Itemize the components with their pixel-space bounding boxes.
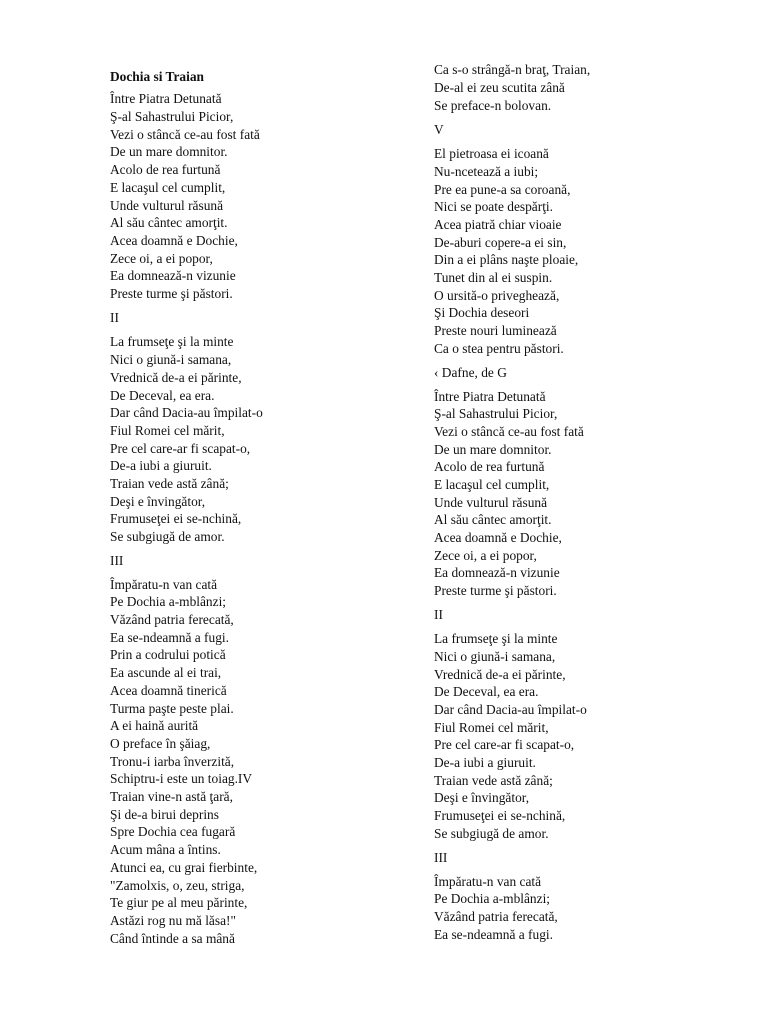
poem-line: III (434, 850, 448, 865)
poem-line: Se subgiugă de amor. (434, 826, 549, 841)
poem-line: Te giur pe al meu părinte, (110, 895, 248, 910)
poem-line: De un mare domnitor. (434, 442, 552, 457)
poem-line: Văzând patria ferecată, (434, 909, 558, 924)
poem-line: Ea ascunde al ei trai, (110, 665, 222, 680)
poem-line: Împăratu-n van cată (434, 874, 542, 889)
poem-line: E lacaşul cel cumplit, (434, 477, 550, 492)
poem-line: Vrednică de-a ei părinte, (434, 667, 566, 682)
poem-line: II (110, 310, 119, 325)
poem-line: Ca o stea pentru păstori. (434, 341, 564, 356)
poem-line: Acea doamnă e Dochie, (110, 233, 238, 248)
poem-line: E lacaşul cel cumplit, (110, 180, 226, 195)
poem-line: De Deceval, ea era. (110, 388, 215, 403)
poem-line: Acum mâna a întins. (110, 842, 221, 857)
poem-line: Tunet din al ei suspin. (434, 270, 553, 285)
poem-line: V (434, 122, 444, 137)
poem-line: Turma paşte peste plai. (110, 701, 234, 716)
poem-line: La frumseţe şi la minte (110, 334, 234, 349)
poem-line: Nici o giună-i samana, (434, 649, 556, 664)
poem-line: Între Piatra Detunată (434, 389, 546, 404)
poem-line: Fiul Romei cel mărit, (434, 720, 549, 735)
poem-line: Ş-al Sahastrului Picior, (434, 406, 558, 421)
poem-line: "Zamolxis, o, zeu, striga, (110, 878, 245, 893)
poem-line: Zece oi, a ei popor, (434, 548, 537, 563)
poem-line: Nici se poate despărţi. (434, 199, 553, 214)
poem-line: Tronu-i iarba înverzită, (110, 754, 235, 769)
poem-line: Împăratu-n van cată (110, 577, 218, 592)
poem-line: Preste nouri luminează (434, 323, 557, 338)
poem-line: O ursită-o priveghează, (434, 288, 560, 303)
poem-line: Pe Dochia a-mblânzi; (110, 594, 227, 609)
poem-line: Vezi o stâncă ce-au fost fată (434, 424, 584, 439)
poem-line: Schiptru-i este un toiag.IV (110, 771, 253, 786)
poem-line: Astăzi rog nu mă lăsa!" (110, 913, 236, 928)
poem-line: De Deceval, ea era. (434, 684, 539, 699)
poem-line: Se subgiugă de amor. (110, 529, 225, 544)
poem-line: Al său cântec amorţit. (110, 215, 228, 230)
poem-line: Ea se-ndeamnă a fugi. (110, 630, 229, 645)
poem-line: Se preface-n bolovan. (434, 98, 552, 113)
poem-line: Traian vede astă zână; (110, 476, 229, 491)
poem-line: Ea domnează-n vizunie (434, 565, 560, 580)
poem-line: Pre cel care-ar fi scapat-o, (434, 737, 575, 752)
poem-line: Deşi e învingător, (434, 790, 530, 805)
poem-line: Acolo de rea furtună (110, 162, 221, 177)
poem-line: Şi Dochia deseori (434, 305, 530, 320)
poem-line: De un mare domnitor. (110, 144, 228, 159)
poem-line: Văzând patria ferecată, (110, 612, 234, 627)
poem-line: Pre cel care-ar fi scapat-o, (110, 441, 251, 456)
poem-line: La frumseţe şi la minte (434, 631, 558, 646)
poem-line: Preste turme şi păstori. (434, 583, 557, 598)
poem-line: De-a iubi a giuruit. (110, 458, 212, 473)
poem-line: ‹ Dafne, de G (434, 365, 507, 380)
poem-line: Spre Dochia cea fugară (110, 824, 236, 839)
poem-line: III (110, 553, 124, 568)
poem-line: Ca s-o strângă-n braţ, Traian, (434, 62, 591, 77)
poem-line: Traian vine-n astă ţară, (110, 789, 233, 804)
poem-line: Ş-al Sahastrului Picior, (110, 109, 234, 124)
poem-line: Când întinde a sa mână (110, 931, 235, 946)
poem-line: A ei haină aurită (110, 718, 199, 733)
poem-line: O preface în şăiag, (110, 736, 211, 751)
poem-line: Vrednică de-a ei părinte, (110, 370, 242, 385)
poem-line: De-a iubi a giuruit. (434, 755, 536, 770)
poem-line: Pe Dochia a-mblânzi; (434, 891, 551, 906)
poem-line: Din a ei plâns naşte ploaie, (434, 252, 579, 267)
poem-line: Zece oi, a ei popor, (110, 251, 213, 266)
poem-line: Unde vulturul răsună (434, 495, 548, 510)
poem-line: Al său cântec amorţit. (434, 512, 552, 527)
poem-line: De-aburi copere-a ei sin, (434, 235, 567, 250)
poem-line: Frumuseţei ei se-nchină, (434, 808, 566, 823)
poem-line: Fiul Romei cel mărit, (110, 423, 225, 438)
poem-line: Deşi e învingător, (110, 494, 206, 509)
poem-title: Dochia si Traian (110, 69, 204, 84)
poem-line: Acea doamnă e Dochie, (434, 530, 562, 545)
poem-line: Ea domnează-n vizunie (110, 268, 236, 283)
poem-line: Traian vede astă zână; (434, 773, 553, 788)
poem-line: Vezi o stâncă ce-au fost fată (110, 127, 260, 142)
poem-line: Ea se-ndeamnă a fugi. (434, 927, 553, 942)
poem-line: Între Piatra Detunată (110, 91, 222, 106)
poem-line: Unde vulturul răsună (110, 198, 224, 213)
poem-line: Acea piatră chiar vioaie (434, 217, 562, 232)
poem-line: Dar când Dacia-au împilat-o (434, 702, 587, 717)
poem-line: Atunci ea, cu grai fierbinte, (110, 860, 258, 875)
poem-line: Frumuseţei ei se-nchină, (110, 511, 242, 526)
poem-line: Prin a codrului potică (110, 647, 226, 662)
poem-line: II (434, 607, 443, 622)
poem-line: Preste turme şi păstori. (110, 286, 233, 301)
poem-line: Nici o giună-i samana, (110, 352, 232, 367)
poem-line: Şi de-a birui deprins (110, 807, 219, 822)
poem-line: Dar când Dacia-au împilat-o (110, 405, 263, 420)
poem-line: Acolo de rea furtună (434, 459, 545, 474)
poem-line: Pre ea pune-a sa coroană, (434, 182, 571, 197)
poem-line: Nu-ncetează a iubi; (434, 164, 539, 179)
poem-line: El pietroasa ei icoană (434, 146, 549, 161)
poem-line: Acea doamnă tinerică (110, 683, 227, 698)
poem-line: De-al ei zeu scutita zână (434, 80, 565, 95)
